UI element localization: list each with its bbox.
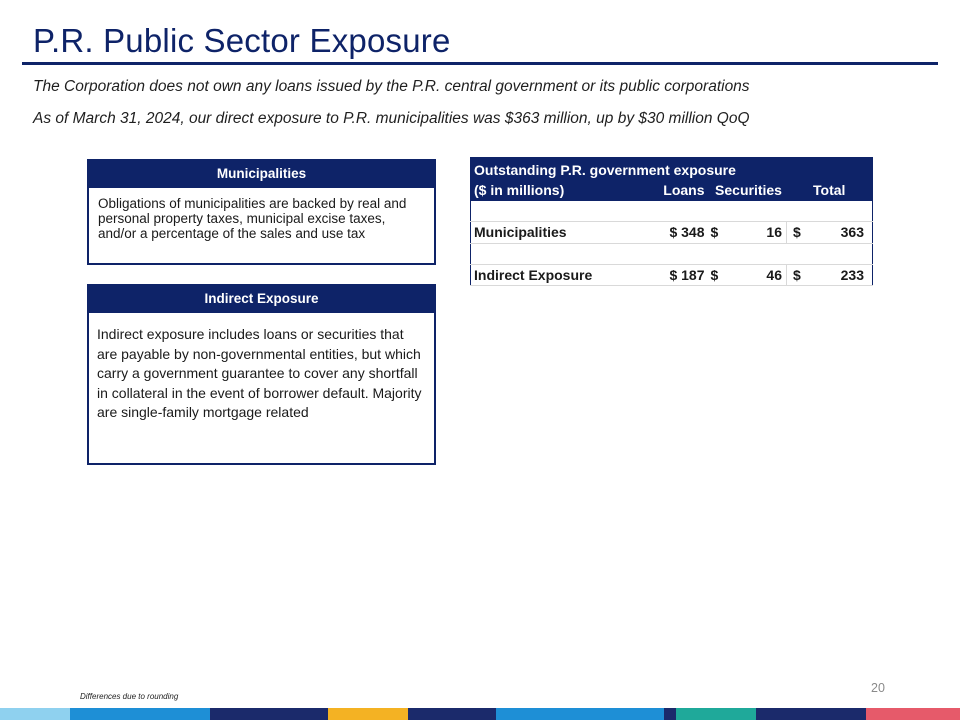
footer-segment — [676, 708, 756, 720]
footer-color-bar — [0, 708, 960, 720]
page-title: P.R. Public Sector Exposure — [33, 22, 451, 59]
footer-segment — [496, 708, 664, 720]
column-header-total: Total — [787, 179, 873, 201]
footer-segment — [328, 708, 408, 720]
table-row — [471, 222, 873, 244]
indirect-exposure-card — [87, 284, 436, 465]
indirect-exposure-card-body: Indirect exposure includes loans or securities that are payable by non-governmental entities, but which carry a government guarantee to cover any shortfall in collateral in the event of borrower default. Majority are single-family mortgage related — [97, 326, 422, 420]
loans-value: $ 348 — [661, 222, 711, 244]
column-header-loans: Loans — [661, 179, 711, 201]
municipalities-card — [87, 159, 436, 265]
footer-segment — [70, 708, 210, 720]
footer-segment — [756, 708, 866, 720]
securities-value: 16 — [725, 222, 787, 244]
securities-currency: $ — [711, 264, 725, 286]
securities-currency: $ — [711, 222, 725, 244]
spacer-row — [471, 243, 873, 264]
summary-line-1: The Corporation does not own any loans issued by the P.R. central government or its public corporations — [33, 78, 750, 95]
row-label: Indirect Exposure — [471, 264, 661, 286]
total-value: 233 — [803, 264, 873, 286]
footnote: Differences due to rounding — [80, 692, 179, 701]
spacer-row — [471, 201, 873, 222]
table-row — [471, 264, 873, 286]
table-title-row — [471, 158, 873, 180]
footer-segment — [408, 708, 496, 720]
indirect-exposure-card-heading: Indirect Exposure — [89, 286, 434, 313]
row-label: Municipalities — [471, 222, 661, 244]
footer-segment — [866, 708, 960, 720]
unit-label: ($ in millions) — [471, 179, 661, 201]
column-header-securities: Securities — [711, 179, 787, 201]
total-currency: $ — [787, 264, 803, 286]
securities-value: 46 — [725, 264, 787, 286]
municipalities-card-body: Obligations of municipalities are backed by real and personal property taxes, municipal excise taxes, and/or a percentage of the sales and use tax — [98, 196, 407, 241]
loans-value: $ 187 — [661, 264, 711, 286]
footer-segment — [210, 708, 328, 720]
footer-segment — [664, 708, 676, 720]
total-currency: $ — [787, 222, 803, 244]
total-value: 363 — [803, 222, 873, 244]
table-header-row — [471, 179, 873, 201]
summary-line-2: As of March 31, 2024, our direct exposure to P.R. municipalities was $363 million, up by $30 million QoQ — [33, 110, 750, 127]
municipalities-card-heading: Municipalities — [89, 161, 434, 188]
footer-segment — [0, 708, 70, 720]
page-number: 20 — [871, 681, 885, 695]
table-title: Outstanding P.R. government exposure — [471, 158, 873, 180]
exposure-table — [470, 157, 873, 286]
title-divider — [22, 62, 938, 65]
